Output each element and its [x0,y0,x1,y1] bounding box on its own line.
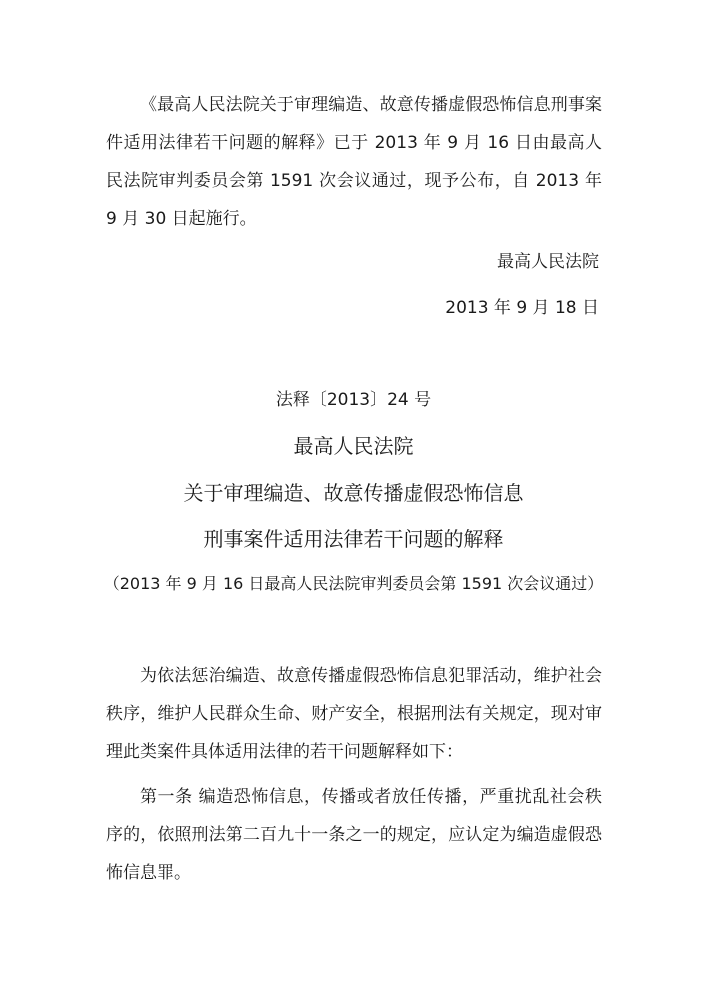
document-title-line-1: 最高人民法院 [293,434,414,458]
preamble-paragraph: 为依法惩治编造、故意传播虚假恐怖信息犯罪活动，维护社会秩序，维护人民群众生命、财产安全，根据刑法有关规定，现对审理此类案件具体适用法律的若干问题解释如下： [106,666,602,762]
issuer-signature: 最高人民法院 [497,252,599,272]
announcement-date: 2013 年 9 月 18 日 [445,298,599,318]
article-1-paragraph: 第一条 编造恐怖信息，传播或者放任传播，严重扰乱社会秩序的，依照刑法第二百九十一条之一的规定，应认定为编造虚假恐怖信息罪。 [106,787,602,883]
document-number: 法释〔2013〕24 号 [275,390,432,410]
adoption-note: （2013 年 9 月 16 日最高人民法院审判委员会第 1591 次会议通过） [103,574,604,593]
document-title-line-3: 刑事案件适用法律若干问题的解释 [203,527,504,551]
announcement-paragraph: 《最高人民法院关于审理编造、故意传播虚假恐怖信息刑事案件适用法律若干问题的解释》已于 2013 年 9 月 16 日由最高人民法院审判委员会第 1591 次会议通过，现予公布，自 2013 年 9 月 30 日起施行。 [106,95,602,229]
document-title-line-2: 关于审理编造、故意传播虚假恐怖信息 [183,481,524,505]
